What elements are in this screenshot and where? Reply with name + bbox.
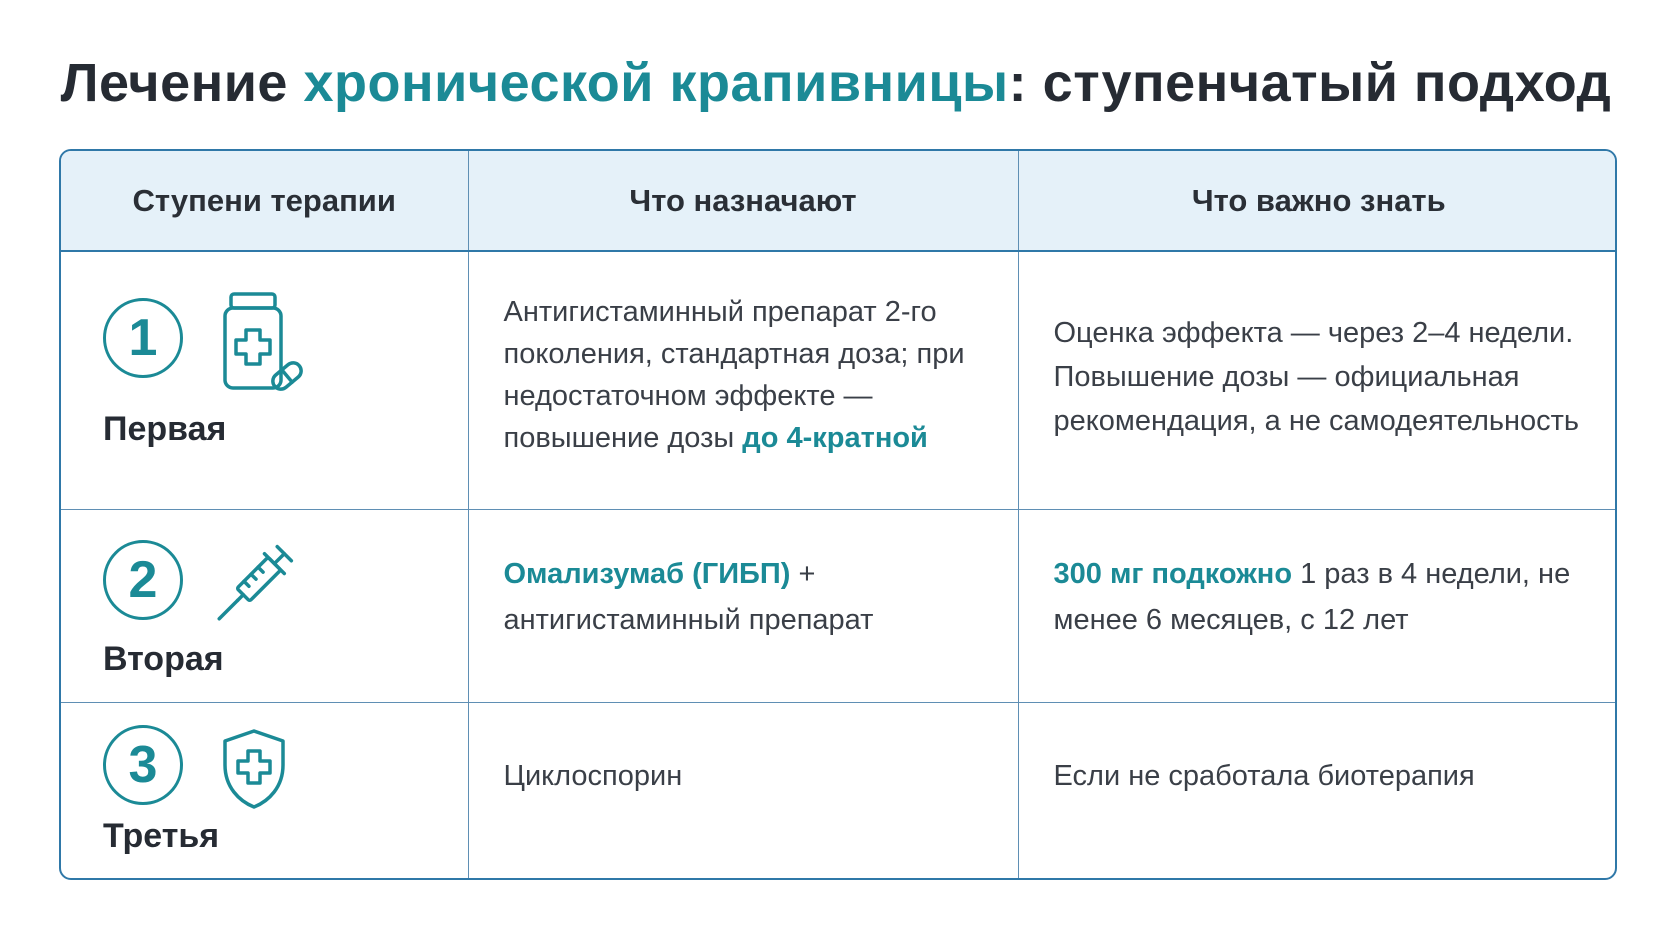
prescribed-cell-2 — [468, 509, 1018, 702]
step-label: Вторая — [103, 639, 224, 678]
title-accent: хронической крапивницы — [303, 53, 1009, 113]
header-notes: Что важно знать — [1018, 151, 1617, 251]
notes-cell-3 — [1018, 702, 1617, 880]
notes-cell-2 — [1018, 509, 1617, 702]
prescribed-text: + антигистаминный препарат — [503, 557, 874, 636]
step-label: Первая — [103, 410, 227, 448]
title-part-1: Лечение — [60, 53, 304, 113]
title-part-2: : ступенчатый подход — [1008, 53, 1612, 113]
prescribed-text: Циклоспорин — [503, 759, 683, 792]
medicine-bottle-icon — [221, 290, 311, 400]
notes-highlight: 300 мг подкожно — [1053, 557, 1293, 590]
table-row-step-3 — [61, 702, 1617, 880]
therapy-table — [59, 149, 1617, 880]
table-row-step-1 — [61, 251, 1617, 509]
prescribed-cell-1 — [468, 251, 1018, 509]
table-row-step-2 — [61, 509, 1617, 702]
step-number-badge: 3 — [103, 725, 183, 805]
prescribed-highlight: до 4-кратной — [742, 422, 928, 454]
step-cell-1 — [61, 251, 468, 509]
step-cell-3 — [61, 702, 468, 880]
prescribed-cell-3 — [468, 702, 1018, 880]
page-title — [0, 52, 1672, 114]
step-cell-2 — [61, 509, 468, 702]
notes-cell-1 — [1018, 251, 1617, 509]
header-prescribed: Что назначают — [468, 151, 1018, 251]
prescribed-highlight: Омализумаб (ГИБП) — [503, 557, 791, 590]
table-header-row — [61, 151, 1617, 251]
header-steps: Ступени терапии — [61, 151, 468, 251]
syringe-icon — [211, 532, 301, 632]
step-number-badge: 2 — [103, 540, 183, 620]
shield-cross-icon — [219, 727, 289, 811]
notes-text: 1 раз в 4 недели, не менее 6 месяцев, с 12 лет — [1053, 557, 1571, 636]
prescribed-text: Антигистаминный препарат 2-го поколения, стандартная доза; при недостаточном эффекте — повышение дозы — [503, 296, 965, 454]
step-label: Третья — [103, 816, 220, 855]
notes-text: Если не сработала биотерапия — [1053, 759, 1475, 792]
notes-text: Оценка эффекта — через 2–4 недели. Повышение дозы — официальная рекомендация, а не самодеятельность — [1053, 317, 1580, 437]
step-number-badge: 1 — [103, 298, 183, 378]
